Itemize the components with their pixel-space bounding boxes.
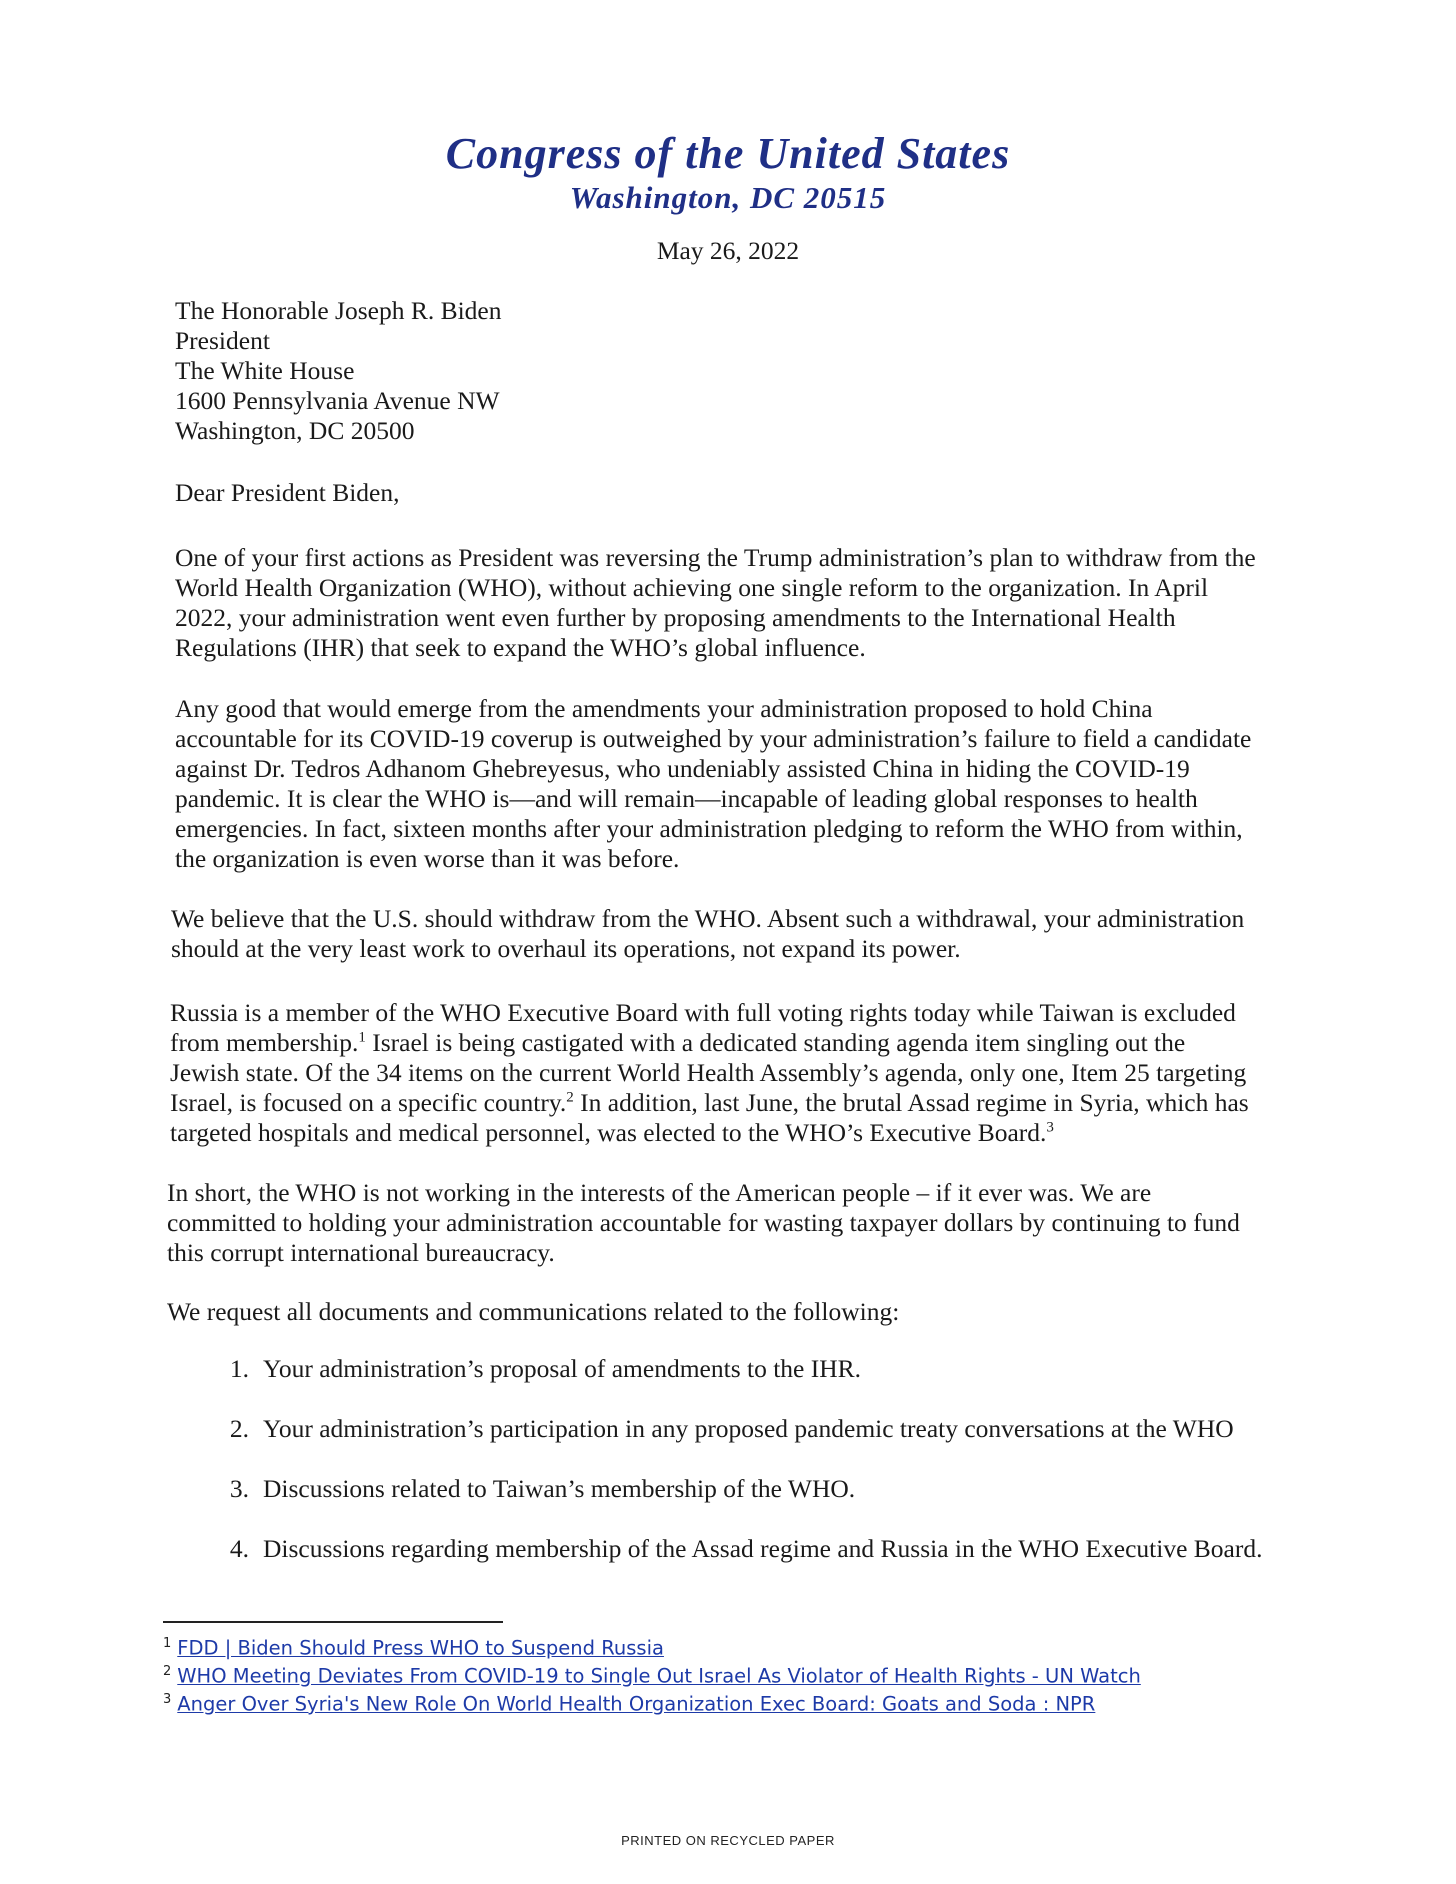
paragraph-line: against Dr. Tedros Adhanom Ghebreyesus, who undeniably assisted China in hiding the COVID-19 bbox=[175, 754, 1190, 783]
salutation: Dear President Biden, bbox=[175, 478, 400, 507]
footnote-2 bbox=[163, 1664, 1141, 1688]
footnote-link-1[interactable]: FDD | Biden Should Press WHO to Suspend Russia bbox=[177, 1636, 664, 1660]
footnote-link-3[interactable]: Anger Over Syria's New Role On World Health Organization Exec Board: Goats and Soda : NPR bbox=[177, 1692, 1096, 1716]
request-item-4 bbox=[205, 1534, 1263, 1564]
request-item-3 bbox=[205, 1474, 855, 1504]
paragraph-1 bbox=[175, 543, 1310, 663]
footnote-3 bbox=[163, 1692, 1095, 1716]
recipient-name: The Honorable Joseph R. Biden bbox=[175, 296, 502, 325]
paragraph-6 bbox=[167, 1297, 1302, 1327]
recipient-address-block bbox=[175, 296, 875, 446]
paragraph-line: Russia is a member of the WHO Executive Board with full voting rights today while Taiwan is excluded bbox=[170, 998, 1236, 1027]
footnote-mark: 3 bbox=[163, 1692, 172, 1707]
request-item-2 bbox=[205, 1414, 1234, 1444]
paragraph-line: this corrupt international bureaucracy. bbox=[167, 1238, 555, 1267]
list-text: Discussions related to Taiwan’s membership of the WHO. bbox=[263, 1474, 856, 1503]
recipient-title: President bbox=[175, 326, 270, 355]
list-number: 1. bbox=[229, 1354, 249, 1383]
list-number: 2. bbox=[229, 1414, 249, 1443]
list-number: 4. bbox=[229, 1534, 249, 1563]
recipient-office: The White House bbox=[175, 356, 355, 385]
paragraph-2 bbox=[175, 694, 1310, 874]
paragraph-line: Regulations (IHR) that seek to expand the WHO’s global influence. bbox=[175, 633, 866, 662]
recycled-paper-footer: PRINTED ON RECYCLED PAPER bbox=[621, 1833, 835, 1848]
list-number: 3. bbox=[229, 1474, 249, 1503]
paragraph-line: 2022, your administration went even further by proposing amendments to the International Health bbox=[175, 603, 1176, 632]
paragraph-line: committed to holding your administration accountable for wasting taxpayer dollars by continuing to fund bbox=[167, 1208, 1240, 1237]
text-segment: from membership. bbox=[170, 1028, 359, 1057]
paragraph-line bbox=[170, 1088, 1305, 1118]
list-text: Your administration’s participation in any proposed pandemic treaty conversations at the WHO bbox=[263, 1414, 1234, 1443]
paragraph-line: We request all documents and communications related to the following: bbox=[167, 1297, 900, 1326]
recipient-street: 1600 Pennsylvania Avenue NW bbox=[175, 386, 500, 415]
recipient-city: Washington, DC 20500 bbox=[175, 416, 415, 445]
paragraph-line bbox=[170, 1118, 1305, 1148]
paragraph-line: In short, the WHO is not working in the interests of the American people – if it ever was. We are bbox=[167, 1178, 1152, 1207]
footnote-mark: 1 bbox=[163, 1636, 172, 1651]
paragraph-3 bbox=[171, 904, 1306, 964]
footnote-ref-3: 3 bbox=[1046, 1119, 1054, 1136]
request-item-1 bbox=[205, 1354, 861, 1384]
list-text: Discussions regarding membership of the Assad regime and Russia in the WHO Executive Board. bbox=[263, 1534, 1263, 1563]
paragraph-line: the organization is even worse than it was before. bbox=[175, 844, 680, 873]
paragraph-line: World Health Organization (WHO), without achieving one single reform to the organization. In April bbox=[175, 573, 1209, 602]
letterhead-title: Congress of the United States bbox=[445, 129, 1011, 178]
text-segment: targeted hospitals and medical personnel, was elected to the WHO’s Executive Board. bbox=[170, 1118, 1047, 1147]
footnote-link-2[interactable]: WHO Meeting Deviates From COVID-19 to Single Out Israel As Violator of Health Rights - UN Watch bbox=[177, 1664, 1141, 1688]
footnote-1 bbox=[163, 1636, 664, 1660]
paragraph-line: Any good that would emerge from the amendments your administration proposed to hold China bbox=[175, 694, 1153, 723]
footnote-divider bbox=[163, 1621, 503, 1623]
text-segment: Israel is being castigated with a dedicated standing agenda item singling out the bbox=[365, 1028, 1186, 1057]
list-text: Your administration’s proposal of amendments to the IHR. bbox=[263, 1354, 862, 1383]
text-segment: Israel, is focused on a specific country. bbox=[170, 1088, 567, 1117]
paragraph-line bbox=[170, 1028, 1305, 1058]
paragraph-line: Jewish state. Of the 34 items on the current World Health Assembly’s agenda, only one, Item 25 targeting bbox=[170, 1058, 1247, 1087]
paragraph-5 bbox=[167, 1178, 1302, 1268]
paragraph-line: We believe that the U.S. should withdraw from the WHO. Absent such a withdrawal, your administration bbox=[171, 904, 1245, 933]
paragraph-line: One of your first actions as President was reversing the Trump administration’s plan to withdraw from the bbox=[175, 543, 1256, 572]
paragraph-line: should at the very least work to overhaul its operations, not expand its power. bbox=[171, 934, 961, 963]
footnote-ref-1: 1 bbox=[358, 1029, 366, 1046]
footnote-ref-2: 2 bbox=[566, 1089, 574, 1106]
paragraph-line: pandemic. It is clear the WHO is—and will remain—incapable of leading global responses to health bbox=[175, 784, 1198, 813]
paragraph-line: accountable for its COVID-19 coverup is outweighed by your administration’s failure to field a candidate bbox=[175, 724, 1252, 753]
text-segment: In addition, last June, the brutal Assad regime in Syria, which has bbox=[573, 1088, 1249, 1117]
paragraph-4 bbox=[170, 998, 1305, 1148]
paragraph-line: emergencies. In fact, sixteen months after your administration pledging to reform the WHO from within, bbox=[175, 814, 1243, 843]
footnote-mark: 2 bbox=[163, 1664, 172, 1679]
letter-date: May 26, 2022 bbox=[656, 236, 800, 265]
letterhead-address: Washington, DC 20515 bbox=[569, 180, 887, 215]
